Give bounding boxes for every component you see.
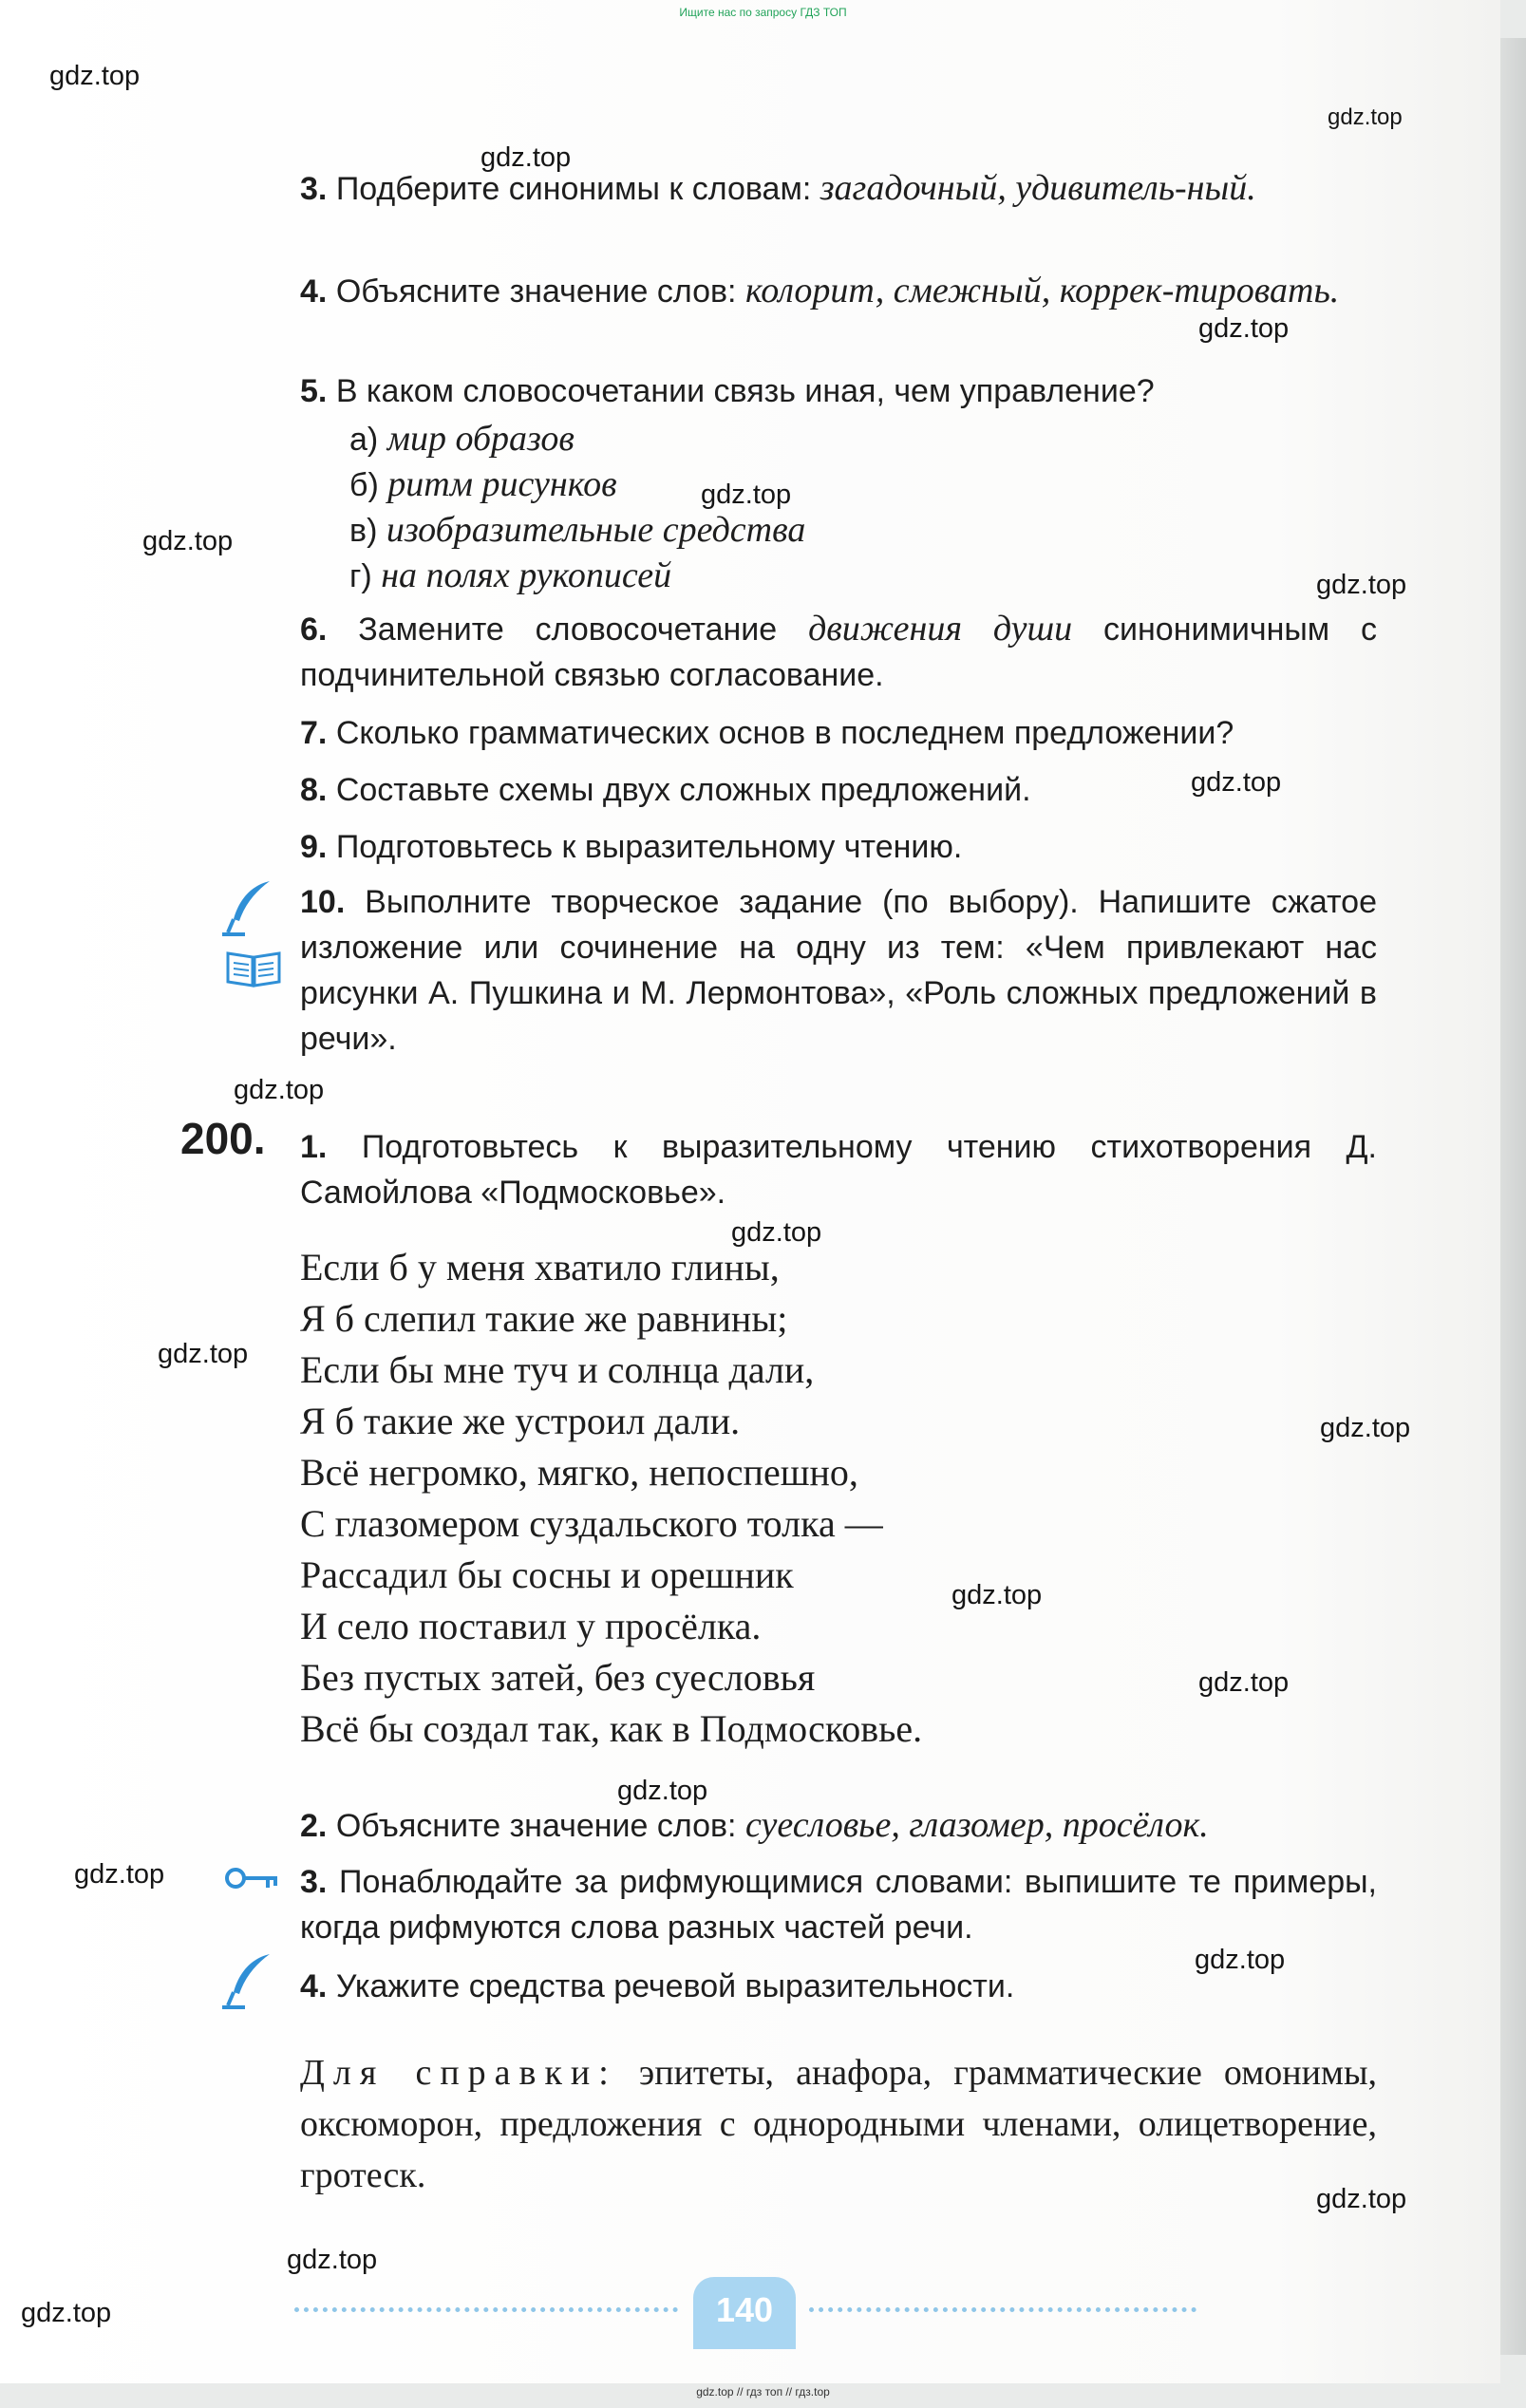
poem-line: Без пустых затей, без суесловья bbox=[300, 1656, 816, 1699]
task-4 bbox=[300, 268, 1377, 314]
footer-dots-right bbox=[809, 2307, 1196, 2312]
option-text: мир образов bbox=[386, 419, 575, 459]
task-words: суесловье, глазомер, просёлок. bbox=[744, 1805, 1209, 1845]
watermark: gdz.top bbox=[1191, 767, 1282, 798]
watermark-bottom-line: gdz.top // гдз топ // гдз.top bbox=[696, 2385, 830, 2399]
watermark: gdz.top bbox=[617, 1776, 708, 1806]
exercise-200-task-4 bbox=[300, 1964, 1377, 2009]
option-text: ритм рисунков bbox=[387, 464, 617, 504]
poem-line: Всё негромко, мягко, непоспешно, bbox=[300, 1451, 858, 1494]
task-number: 10. bbox=[300, 884, 346, 920]
task-text: Подготовьтесь к выразительному чтению стихотворения Д. Самойлова «Подмосковье». bbox=[300, 1129, 1378, 1211]
task-10 bbox=[300, 879, 1377, 1062]
task-text: Объясните значение слов: bbox=[335, 1808, 745, 1844]
reference-text: эпитеты, анафора, грамматические омонимы, оксюморон, предложения с однородными членами, олицетворение, гротеск. bbox=[300, 2053, 1377, 2195]
option-text: изобразительные средства bbox=[386, 510, 806, 550]
task-text: Составьте схемы двух сложных предложений. bbox=[335, 772, 1031, 808]
task-6 bbox=[300, 606, 1377, 698]
watermark: gdz.top bbox=[951, 1580, 1043, 1610]
watermark-top-line: Ищите нас по запросу ГДЗ ТОП bbox=[679, 6, 847, 19]
key-icon bbox=[224, 1863, 281, 1898]
watermark: gdz.top bbox=[1198, 313, 1290, 344]
poem-line: С глазомером суздальского толка — bbox=[300, 1502, 883, 1545]
poem-line: Рассадил бы сосны и орешник bbox=[300, 1553, 794, 1596]
task-number: 8. bbox=[300, 772, 328, 808]
task-number: 9. bbox=[300, 829, 328, 865]
task-words: колорит, смежный, коррек-тировать. bbox=[744, 271, 1340, 310]
watermark: gdz.top bbox=[142, 526, 234, 556]
task-words: загадочный, удивитель-ный. bbox=[820, 168, 1256, 208]
task-number: 3. bbox=[300, 1864, 328, 1900]
watermark: gdz.top bbox=[701, 480, 792, 510]
option-v bbox=[349, 507, 805, 554]
watermark: gdz.top bbox=[1320, 1413, 1411, 1443]
watermark: gdz.top bbox=[1316, 570, 1407, 600]
poem-line: Я б слепил такие же равнины; bbox=[300, 1297, 788, 1340]
poem-line: И село поставил у просёлка. bbox=[300, 1605, 762, 1647]
poem-line: Если бы мне туч и солнца дали, bbox=[300, 1348, 815, 1391]
open-book-icon bbox=[224, 946, 283, 994]
page-edge bbox=[1500, 38, 1526, 2355]
reference-note bbox=[300, 2047, 1377, 2201]
task-7 bbox=[300, 710, 1377, 756]
option-b bbox=[349, 461, 617, 508]
task-text: Замените словосочетание bbox=[358, 611, 809, 648]
task-text: Подготовьтесь к выразительному чтению. bbox=[335, 829, 963, 865]
option-g bbox=[349, 553, 671, 599]
task-number: 6. bbox=[300, 611, 328, 648]
page-number: 140 bbox=[693, 2277, 796, 2349]
watermark: gdz.top bbox=[1328, 104, 1403, 130]
option-letter: а) bbox=[349, 422, 379, 458]
watermark: gdz.top bbox=[1316, 2184, 1407, 2214]
watermark: gdz.top bbox=[731, 1217, 822, 1248]
watermark: gdz.top bbox=[1195, 1945, 1286, 1975]
task-5 bbox=[300, 368, 1377, 414]
watermark: gdz.top bbox=[1198, 1667, 1290, 1698]
footer-dots-left bbox=[294, 2307, 678, 2312]
option-letter: г) bbox=[349, 558, 372, 594]
option-text: на полях рукописей bbox=[381, 555, 672, 595]
watermark: gdz.top bbox=[49, 61, 141, 91]
task-text: синонимичным с подчинительной связью согласование. bbox=[300, 611, 1378, 693]
task-text: Выполните творческое задание (по выбору). Напишите сжатое изложение или сочинение на одну из тем: «Чем привлекают нас рисунки А. Пушкина и М. Лермонтова», «Роль сложных предложений в речи». bbox=[300, 884, 1378, 1057]
task-8 bbox=[300, 767, 1377, 813]
poem-line: Я б такие же устроил дали. bbox=[300, 1400, 741, 1442]
task-9 bbox=[300, 824, 1377, 870]
watermark: gdz.top bbox=[158, 1339, 249, 1369]
task-text: В каком словосочетании связь иная, чем управление? bbox=[335, 373, 1155, 409]
poem-line: Всё бы создал так, как в Подмосковье. bbox=[300, 1707, 923, 1750]
task-text: Укажите средства речевой выразительности. bbox=[335, 1968, 1015, 2004]
quill-pen-icon bbox=[220, 1950, 277, 2016]
task-text: Понаблюдайте за рифмующимися словами: выпишите те примеры, когда рифмуются слова разных частей речи. bbox=[300, 1864, 1377, 1946]
exercise-200-task-2 bbox=[300, 1802, 1377, 1849]
watermark: gdz.top bbox=[74, 1859, 165, 1890]
option-a bbox=[349, 416, 575, 462]
task-text: Сколько грамматических основ в последнем предложении? bbox=[335, 715, 1234, 751]
reference-label: Для справки: bbox=[300, 2053, 617, 2093]
watermark: gdz.top bbox=[234, 1075, 325, 1105]
poem-line: Если б у меня хватило глины, bbox=[300, 1246, 780, 1289]
option-letter: б) bbox=[349, 467, 379, 503]
task-number: 4. bbox=[300, 273, 328, 310]
task-words: движения души bbox=[808, 609, 1073, 649]
task-3 bbox=[300, 165, 1377, 212]
watermark: gdz.top bbox=[480, 142, 572, 173]
task-text: Объясните значение слов: bbox=[335, 273, 745, 310]
option-letter: в) bbox=[349, 513, 378, 549]
exercise-200-task-3 bbox=[300, 1859, 1377, 1950]
task-number: 5. bbox=[300, 373, 328, 409]
task-number: 2. bbox=[300, 1808, 328, 1844]
watermark: gdz.top bbox=[287, 2245, 378, 2275]
task-number: 1. bbox=[300, 1129, 328, 1165]
task-text: Подберите синонимы к словам: bbox=[335, 171, 820, 207]
quill-pen-icon bbox=[220, 877, 277, 943]
task-number: 3. bbox=[300, 171, 328, 207]
watermark: gdz.top bbox=[21, 2298, 112, 2328]
exercise-200-task-1 bbox=[300, 1124, 1377, 1215]
task-number: 7. bbox=[300, 715, 328, 751]
task-number: 4. bbox=[300, 1968, 328, 2004]
exercise-number: 200. bbox=[180, 1114, 266, 1163]
